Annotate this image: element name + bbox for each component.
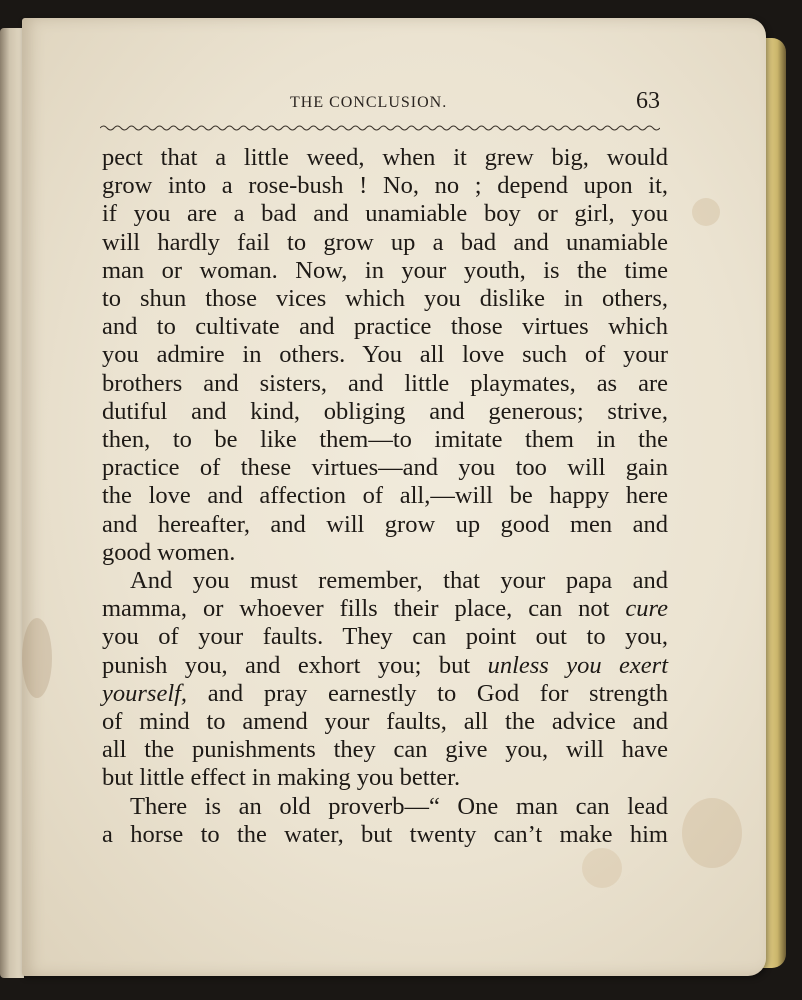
- body-text: [102, 144, 668, 849]
- text-line: all the punishments they can give you, will have: [102, 736, 668, 764]
- paragraph-start-line: There is an old proverb—“ One man can lead: [130, 792, 668, 820]
- text-segment: and pray earnestly to God for strength: [187, 679, 668, 707]
- page-number: 63: [636, 88, 660, 114]
- text-line: [102, 652, 668, 680]
- text-line: man or woman. Now, in your youth, is the time: [102, 256, 668, 284]
- text-segment: punish you, and exhort you; but: [102, 651, 488, 679]
- text-line: of mind to amend your faults, all the advice and: [102, 708, 668, 736]
- left-page-edge: [0, 28, 24, 978]
- foxing-stain: [682, 798, 742, 868]
- text-line: [102, 680, 668, 708]
- foxing-stain: [582, 848, 622, 888]
- text-line: brothers and sisters, and little playmates, as are: [102, 369, 668, 397]
- text-line: and to cultivate and practice those virtues which: [102, 313, 668, 341]
- paragraph-start-line: And you must remember, that your papa and: [130, 567, 668, 595]
- text-line: but little effect in making you better.: [102, 764, 461, 792]
- text-segment: mamma, or whoever fills their place, can not: [102, 595, 626, 623]
- text-line: grow into a rose-bush ! No, no ; depend upon it,: [102, 172, 668, 200]
- text-line: dutiful and kind, obliging and generous; strive,: [102, 397, 668, 425]
- text-line: pect that a little weed, when it grew big, would: [102, 144, 668, 171]
- header-wavy-rule: [100, 124, 660, 132]
- text-line: if you are a bad and unamiable boy or girl, you: [102, 200, 668, 228]
- text-line: [102, 595, 668, 623]
- text-line: will hardly fail to grow up a bad and unamiable: [102, 228, 668, 256]
- italic-emphasis: yourself,: [102, 679, 188, 707]
- text-line: and hereafter, and will grow up good men and: [102, 510, 668, 538]
- italic-emphasis: cure: [625, 595, 668, 623]
- text-line: the love and affection of all,—will be happy here: [102, 482, 668, 510]
- text-line: you admire in others. You all love such of your: [102, 341, 668, 369]
- text-line: a horse to the water, but twenty can’t make him: [102, 820, 668, 848]
- text-line: practice of these virtues—and you too will gain: [102, 454, 668, 482]
- text-line: good women.: [102, 538, 236, 566]
- text-line: then, to be like them—to imitate them in the: [102, 426, 668, 454]
- text-line: to shun those vices which you dislike in others,: [102, 285, 668, 313]
- italic-emphasis: unless you exert: [487, 651, 669, 679]
- foxing-stain: [22, 618, 52, 698]
- foxing-stain: [692, 198, 720, 226]
- running-title: THE CONCLUSION.: [290, 94, 448, 111]
- text-line: you of your faults. They can point out to you,: [102, 623, 668, 651]
